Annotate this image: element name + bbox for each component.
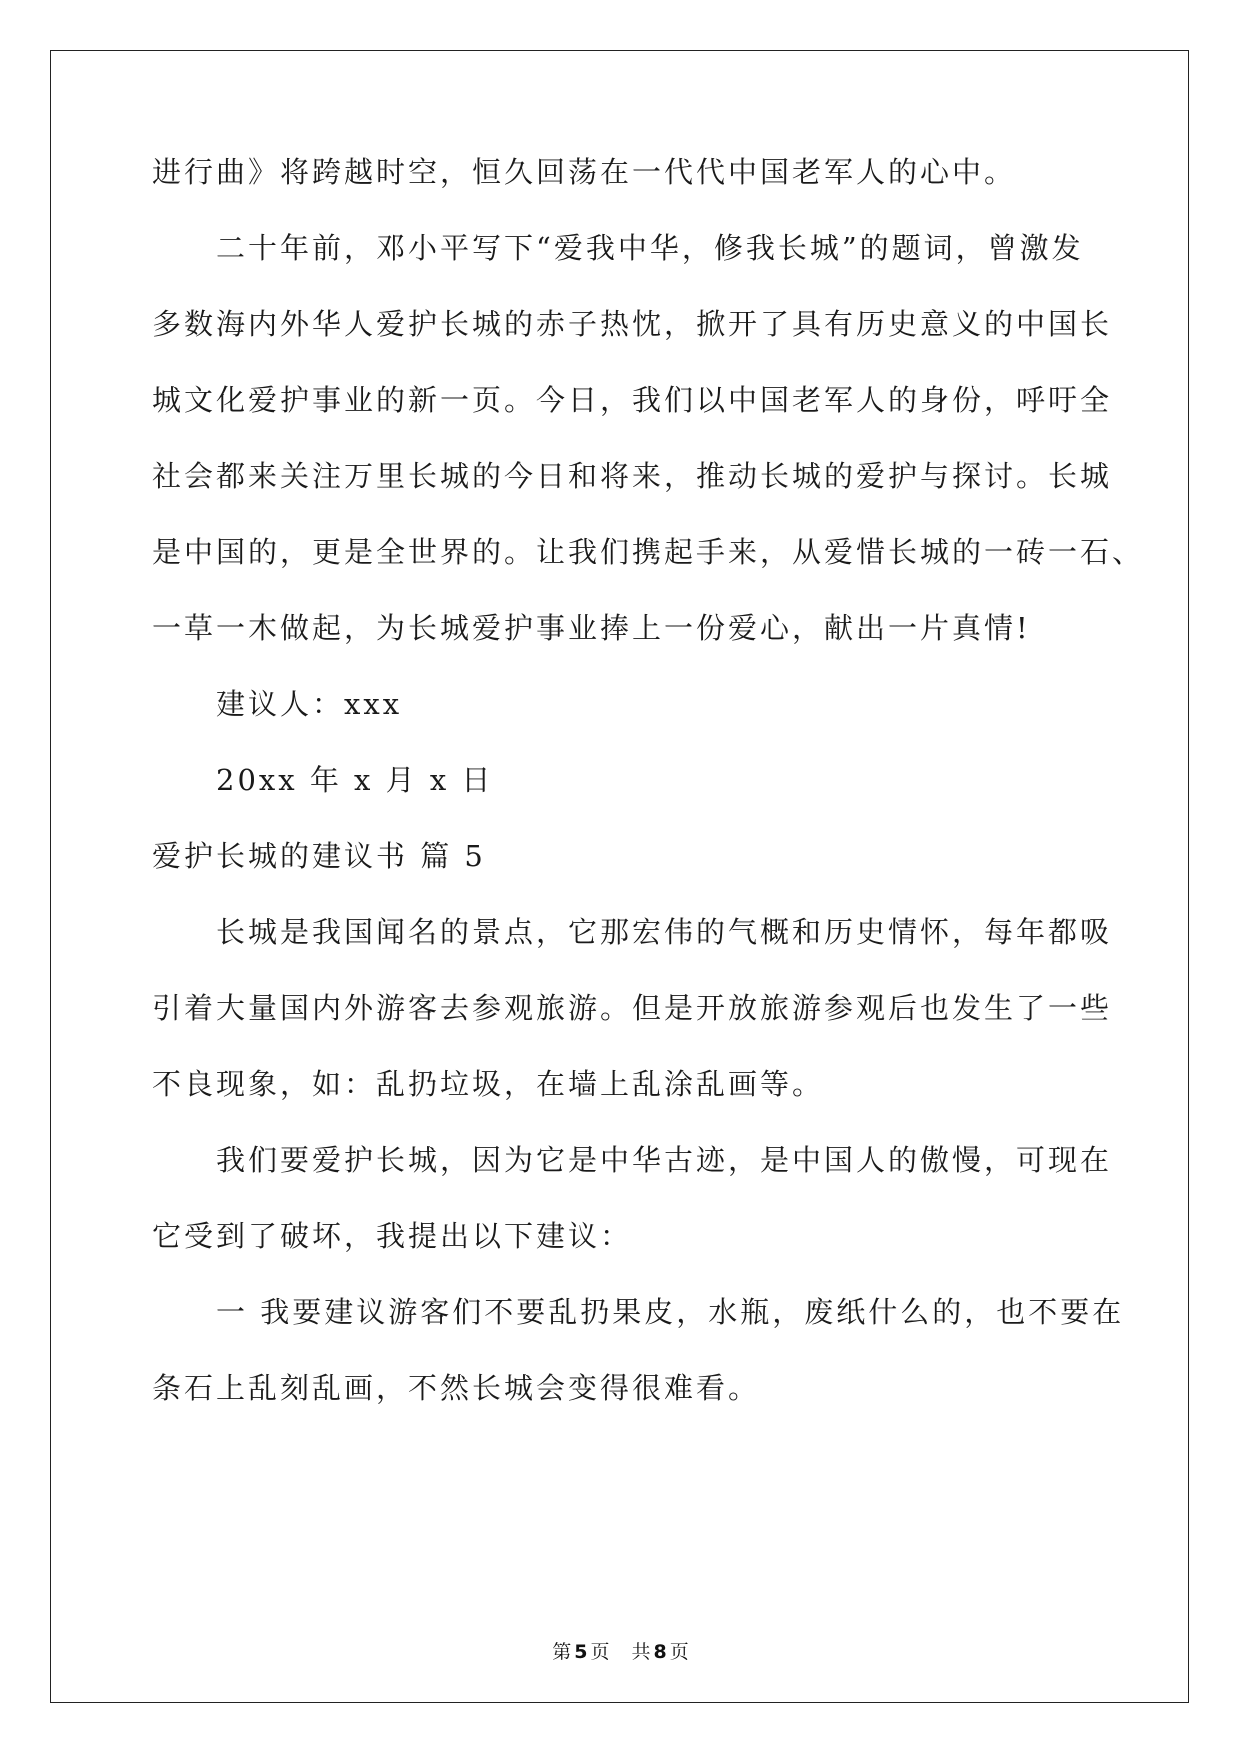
section-heading: 爱护长城的建议书 篇 5 [152, 839, 486, 873]
body-line: 它受到了破坏，我提出以下建议： [152, 1219, 633, 1253]
body-line: 长城是我国闻名的景点，它那宏伟的气概和历史情怀，每年都吸 [152, 915, 1113, 949]
footer-page-suffix: 页 [590, 1641, 610, 1663]
body-line: 一 我要建议游客们不要乱扔果皮，水瓶，废纸什么的，也不要在 [152, 1295, 1125, 1329]
page-border [50, 50, 1189, 1703]
footer-total-suffix: 页 [669, 1641, 689, 1663]
footer-page-number: 5 [574, 1641, 588, 1663]
body-line: 城文化爱护事业的新一页。今日，我们以中国老军人的身份，呼吁全 [152, 383, 1113, 417]
body-line: 引着大量国内外游客去参观旅游。但是开放旅游参观后也发生了一些 [152, 991, 1113, 1025]
body-line: 是中国的，更是全世界的。让我们携起手来，从爱惜长城的一砖一石、 [152, 535, 1145, 569]
body-line: 条石上乱刻乱画，不然长城会变得很难看。 [152, 1371, 761, 1405]
body-line: 我们要爱护长城，因为它是中华古迹，是中国人的傲慢，可现在 [152, 1143, 1113, 1177]
body-line: 进行曲》将跨越时空，恒久回荡在一代代中国老军人的心中。 [152, 155, 1017, 189]
footer-total-prefix: 共 [631, 1641, 651, 1663]
date-line: 20xx 年 x 月 x 日 [152, 763, 494, 797]
body-line: 社会都来关注万里长城的今日和将来，推动长城的爱护与探讨。长城 [152, 459, 1113, 493]
signature-line: 建议人：xxx [152, 687, 403, 721]
body-line: 一草一木做起，为长城爱护事业捧上一份爱心，献出一片真情! [152, 611, 1031, 645]
body-line: 多数海内外华人爱护长城的赤子热忱，掀开了具有历史意义的中国长 [152, 307, 1113, 341]
footer-total-number: 8 [653, 1641, 667, 1663]
footer-page-prefix: 第 [552, 1641, 572, 1663]
body-line: 不良现象，如：乱扔垃圾，在墙上乱涂乱画等。 [152, 1067, 825, 1101]
page-footer [0, 1640, 1241, 1664]
body-line: 二十年前，邓小平写下“爱我中华，修我长城”的题词，曾激发 [152, 231, 1084, 265]
